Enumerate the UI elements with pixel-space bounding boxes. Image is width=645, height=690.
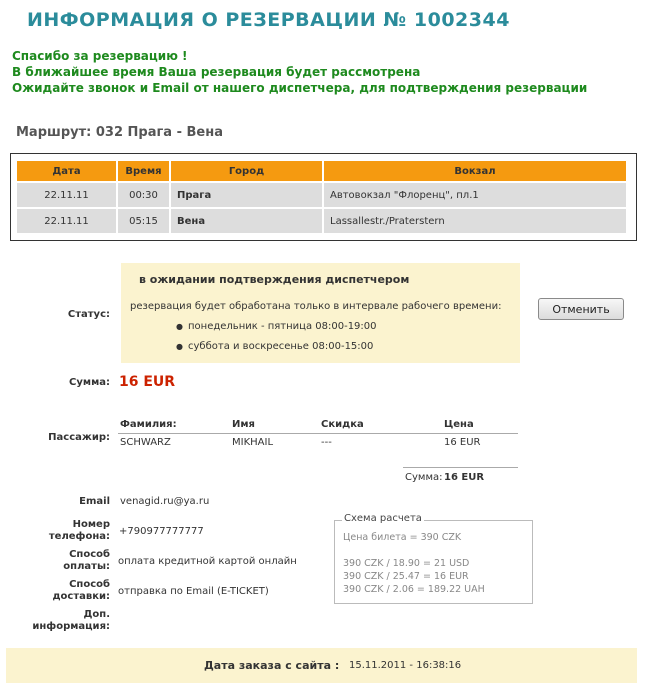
phone-label-line: телефона: [48,531,110,542]
total-divider [403,467,518,468]
table-row [17,209,626,233]
list-item: ● понедельник - пятница 08:00-19:00 [176,318,377,338]
phone-value: +790977777777 [119,526,204,537]
trip-station: Автовокзал "Флоренц", пл.1 [324,183,626,207]
delivery-label-line: Способ [69,579,110,590]
sum-value: 16 EUR [119,374,176,390]
trips-header-row [17,161,626,181]
thanks-line: Спасибо за резервацию ! [12,49,188,63]
thanks-line: В ближайшее время Ваша резервация будет рассмотрена [12,65,421,79]
trip-date: 22.11.11 [17,183,116,207]
extra-info-label-line: информация: [32,621,110,632]
trip-date: 22.11.11 [17,209,116,233]
scheme-ticket-price: Цена билета = 390 CZK [343,532,462,543]
calculation-scheme [334,513,533,604]
scheme-conversion: 390 CZK / 25.47 = 16 EUR [343,571,469,582]
sum-label: Сумма: [69,377,110,388]
payment-label-line: оплаты: [63,561,110,572]
trips-table-frame [10,153,637,241]
email-value: venagid.ru@ya.ru [120,496,210,507]
table-row [17,183,626,207]
col-time-header: Время [118,161,169,181]
delivery-value: отправка по Email (E-TICKET) [118,586,269,597]
status-label: Статус: [67,309,110,320]
page-title: ИНФОРМАЦИЯ О РЕЗЕРВАЦИИ № 1002344 [27,9,510,31]
delivery-label-line: доставки: [52,591,110,602]
passenger-divider [118,433,518,434]
trip-station: Lassallestr./Praterstern [324,209,626,233]
col-name-header: Имя [232,419,255,430]
list-item: ● суббота и воскресенье 08:00-15:00 [176,338,377,358]
email-label: Email [79,496,110,507]
passenger-total-label: Сумма: [405,472,443,483]
passenger-label: Пассажир: [48,432,110,443]
thanks-line: Ожидайте звонок и Email от нашего диспетчера, для подтверждения резервации [12,81,588,95]
order-date-label: Дата заказа с сайта : [204,659,340,672]
order-date-bar [6,648,637,683]
col-station-header: Вокзал [324,161,626,181]
status-panel [121,263,520,363]
payment-value: оплата кредитной картой онлайн [118,556,297,567]
order-date-value: 15.11.2011 - 16:38:16 [349,660,462,671]
scheme-conversion: 390 CZK / 2.06 = 189.22 UAH [343,584,485,595]
passenger-name: MIKHAIL [232,437,274,448]
cancel-button[interactable]: Отменить [538,298,624,320]
route-title: Маршрут: 032 Прага - Вена [16,125,223,140]
trip-time: 05:15 [118,209,169,233]
scheme-conversion: 390 CZK / 18.90 = 21 USD [343,558,470,569]
trip-city: Прага [171,183,322,207]
col-city-header: Город [171,161,322,181]
passenger-total-value: 16 EUR [444,472,485,483]
passenger-price: 16 EUR [444,437,481,448]
thank-you-message [12,48,587,96]
passenger-discount: --- [321,437,332,448]
passenger-surname: SCHWARZ [120,437,171,448]
phone-label-line: Номер [72,519,110,530]
trip-time: 00:30 [118,183,169,207]
col-date-header: Дата [17,161,116,181]
payment-label [10,549,110,573]
status-heading: в ожидании подтверждения диспетчером [139,273,410,286]
phone-label [10,519,110,543]
payment-label-line: Способ [69,549,110,560]
trip-city: Вена [171,209,322,233]
col-price-header: Цена [444,419,474,430]
scheme-legend: Схема расчета [344,513,422,524]
col-surname-header: Фамилия: [120,419,177,430]
col-discount-header: Скидка [321,419,364,430]
status-note: резервация будет обработана только в интервале рабочего времени: [130,301,502,312]
extra-info-label-line: Доп. [83,609,110,620]
trips-table [15,159,628,235]
delivery-label [10,579,110,603]
extra-info-label [10,609,110,633]
working-hours-list [176,318,377,358]
